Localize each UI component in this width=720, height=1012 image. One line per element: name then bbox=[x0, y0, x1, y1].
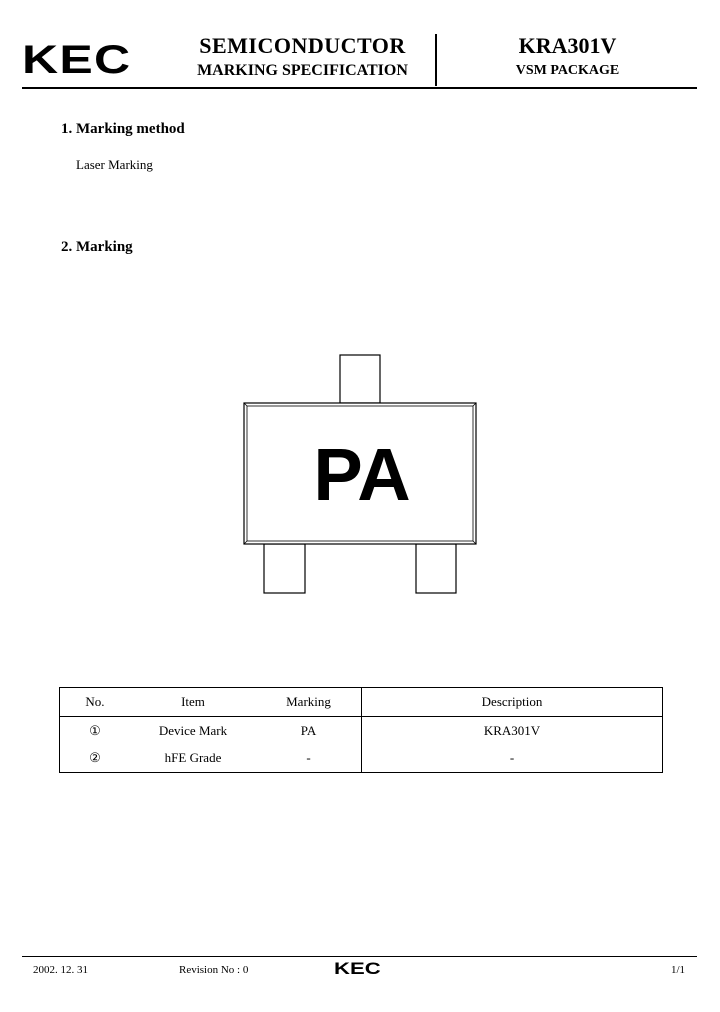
table-row bbox=[60, 717, 663, 745]
section-marking-method-title: 1. Marking method bbox=[61, 121, 185, 137]
footer-page-number: 1/1 bbox=[670, 964, 685, 976]
cell-description: - bbox=[509, 750, 515, 766]
mark-text: PA bbox=[313, 433, 411, 516]
cell-no: ① bbox=[89, 722, 101, 738]
package-name: VSM PACKAGE bbox=[515, 63, 620, 78]
marking-method-text: Laser Marking bbox=[76, 157, 153, 172]
col-marking: Marking bbox=[256, 688, 362, 717]
bottom-right-lead bbox=[416, 544, 456, 593]
kec-logo: KEC bbox=[22, 38, 132, 82]
table-header-row bbox=[60, 688, 663, 717]
bottom-left-lead bbox=[264, 544, 305, 593]
cell-no: ② bbox=[89, 750, 101, 766]
cell-item: hFE Grade bbox=[164, 750, 222, 766]
col-description: Description bbox=[362, 688, 663, 717]
col-item: Item bbox=[130, 688, 256, 717]
package-drawing bbox=[240, 350, 485, 600]
cell-marking: - bbox=[256, 745, 362, 773]
cell-item: Device Mark bbox=[158, 722, 228, 738]
footer-rule bbox=[22, 956, 697, 957]
marking-table bbox=[59, 687, 663, 773]
footer-revision: Revision No : 0 bbox=[179, 964, 249, 976]
cell-marking: PA bbox=[256, 717, 362, 745]
footer-kec-logo: KEC bbox=[334, 959, 381, 978]
doc-subtitle: MARKING SPECIFICATION bbox=[197, 62, 408, 79]
col-no: No. bbox=[60, 688, 131, 717]
header-rule bbox=[22, 87, 697, 89]
section-marking-title: 2. Marking bbox=[61, 239, 133, 255]
footer-date: 2002. 12. 31 bbox=[33, 964, 88, 976]
part-number: KRA301V bbox=[518, 33, 617, 58]
header-divider bbox=[435, 34, 437, 86]
table-row bbox=[60, 745, 663, 773]
top-lead bbox=[340, 355, 380, 403]
cell-description: KRA301V bbox=[483, 722, 541, 738]
doc-title: SEMICONDUCTOR bbox=[199, 33, 406, 58]
